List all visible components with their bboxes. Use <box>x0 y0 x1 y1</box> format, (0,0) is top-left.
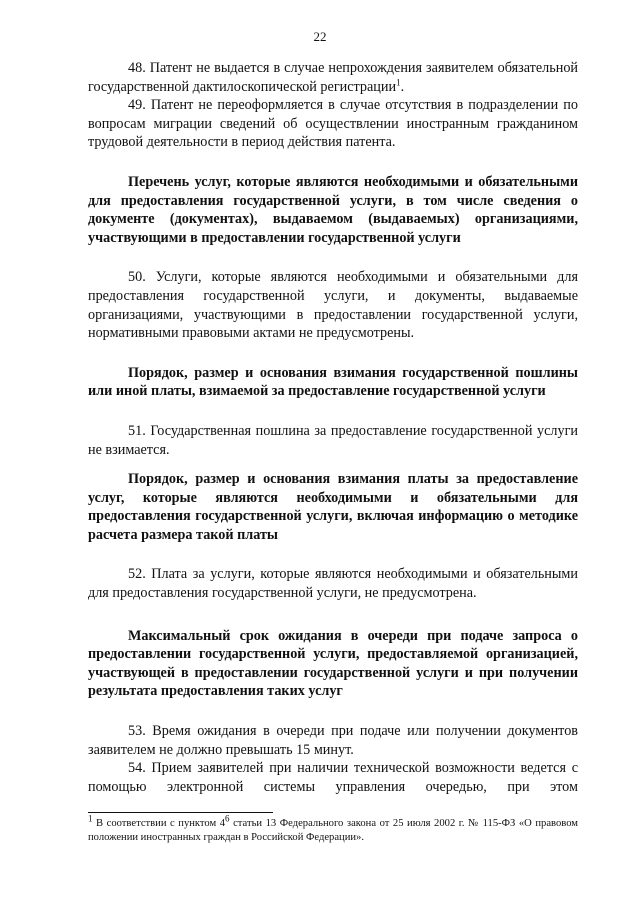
paragraph-48 <box>88 59 578 96</box>
page-number: 22 <box>313 29 327 44</box>
paragraph-49: 49. Патент не переоформляется в случае отсутствия в подразделении по вопросам миграции сведений об осуществлении иностранным гражданином трудовой деятельности в период действия патента. <box>88 97 578 151</box>
footnote-mark: 1 <box>88 813 93 824</box>
paragraph-50: 50. Услуги, которые являются необходимыми и обязательными для предоставления государственной услуги, и документы, выдаваемые организациями, участвующими в предоставлении государственной услуги, нормативными правовыми актами не предусмотрены. <box>88 269 578 342</box>
paragraph-48-tail: . <box>400 78 405 95</box>
footnote-article-superscript: 6 <box>225 813 230 824</box>
footnote-text-end: статьи 13 Федерального закона от 25 июля 2002 г. № 115-ФЗ «О правовом положении иностранных граждан в Российской Федерации». <box>88 818 578 843</box>
footnote-reference: 1 <box>396 76 401 87</box>
section-heading-necessary-services: Перечень услуг, которые являются необходимыми и обязательными для предоставления государственной услуги, в том числе сведения о документе (документах), выдаваемом (выдаваемых) организациями, участвующими в предоставлении государственной услуги <box>88 173 578 246</box>
paragraph-52: 52. Плата за услуги, которые являются необходимыми и обязательными для предоставления государственной услуги, не предусмотрена. <box>88 566 578 602</box>
section-heading-service-fee: Порядок, размер и основания взимания платы за предоставление услуг, которые являются необходимыми и обязательными для предоставления государственной услуги, включая информацию о методике расчета размера такой платы <box>88 471 578 543</box>
paragraph-48-text: 48. Патент не выдается в случае непрохождения заявителем обязательной государственной дактилоскопической регистрации <box>88 60 578 95</box>
footnote-text-start: В соответствии с пунктом 4 <box>92 818 226 829</box>
paragraph-51: 51. Государственная пошлина за предоставление государственной услуги не взимается. <box>88 422 578 458</box>
footnote <box>88 813 578 845</box>
section-heading-state-fee: Порядок, размер и основания взимания государственной пошлины или иной платы, взимаемой за предоставление государственной услуги <box>88 364 578 400</box>
document-body <box>88 59 578 796</box>
paragraph-54: 54. Прием заявителей при наличии технической возможности ведется с помощью электронной системы управления очередью, при этом <box>88 760 578 795</box>
footnote-divider <box>88 812 273 813</box>
section-heading-queue-time: Максимальный срок ожидания в очереди при подаче запроса о предоставлении государственной услуги, предоставляемой организацией, участвующей в предоставлении государственной услуги и при получении результата предоставления таких услуг <box>88 627 578 700</box>
paragraph-53: 53. Время ожидания в очереди при подаче или получении документов заявителем не должно превышать 15 минут. <box>88 723 578 758</box>
